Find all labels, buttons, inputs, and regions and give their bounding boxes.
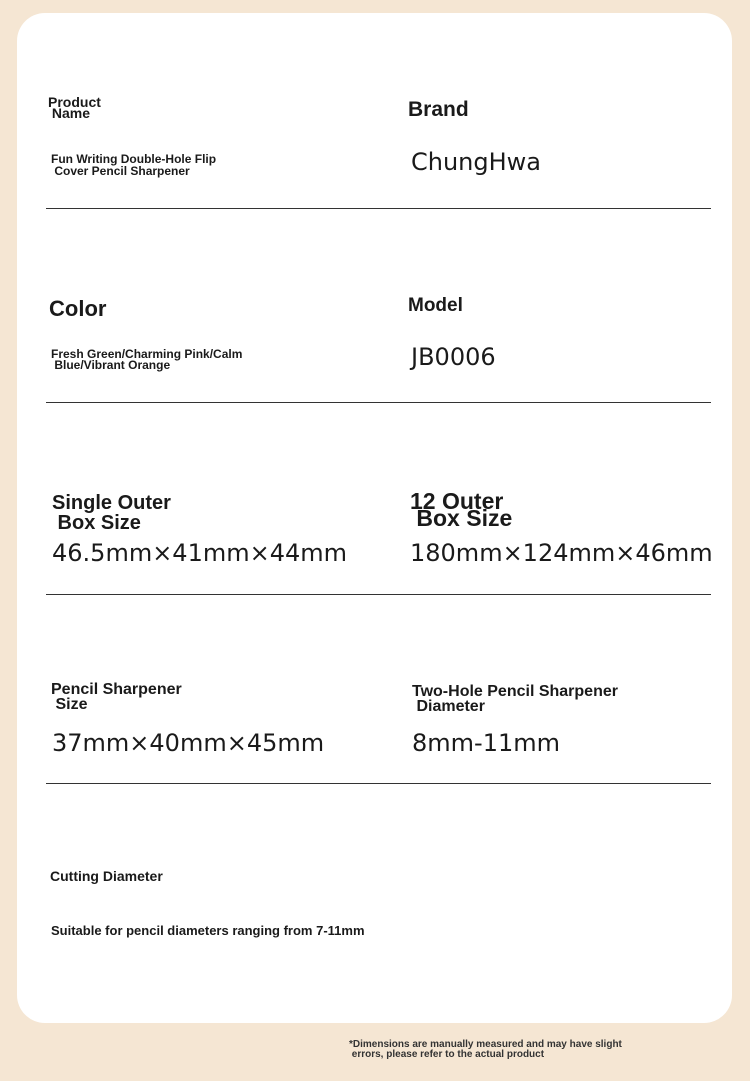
cutting-diameter-label: Cutting Diameter xyxy=(50,868,163,884)
color-value: Fresh Green/Charming Pink/Calm Blue/Vibrant Orange xyxy=(51,347,243,372)
model-value: JB0006 xyxy=(411,343,496,371)
twelve-outer-box-size-label: 12 Outer Box Size xyxy=(410,488,513,531)
divider xyxy=(46,783,711,784)
color-label: Color xyxy=(49,296,107,321)
measurement-disclaimer: *Dimensions are manually measured and may have slight errors, please refer to the actual product xyxy=(349,1039,622,1060)
pencil-sharpener-size-label: Pencil Sharpener Size xyxy=(51,681,182,713)
brand-value: ChungHwa xyxy=(411,148,542,176)
twelve-outer-box-size-value: 180mm×124mm×46mm xyxy=(410,539,713,567)
divider xyxy=(46,402,711,403)
model-label: Model xyxy=(408,295,463,316)
pencil-sharpener-size-value: 37mm×40mm×45mm xyxy=(52,729,325,757)
two-hole-diameter-label: Two-Hole Pencil Sharpener Diameter xyxy=(412,683,618,715)
product-name-label: Product Name xyxy=(48,94,101,121)
brand-label: Brand xyxy=(408,98,469,121)
product-name-value: Fun Writing Double-Hole Flip Cover Pencil Sharpener xyxy=(51,152,217,178)
single-outer-box-size-value: 46.5mm×41mm×44mm xyxy=(52,539,348,567)
single-outer-box-size-label: Single Outer Box Size xyxy=(52,492,171,534)
divider xyxy=(46,594,711,595)
divider xyxy=(46,208,711,209)
cutting-diameter-value: Suitable for pencil diameters ranging from 7-11mm xyxy=(51,923,365,938)
two-hole-diameter-value: 8mm-11mm xyxy=(412,729,560,757)
